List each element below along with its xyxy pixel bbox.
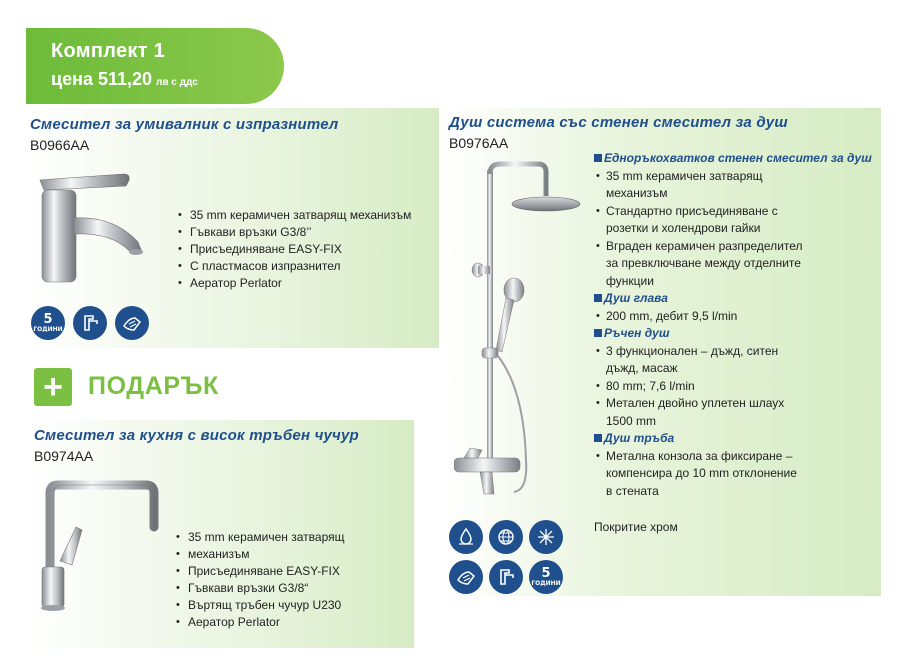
kit-header: [26, 28, 284, 104]
spec-line: функции: [606, 273, 654, 288]
feature-item: • С пластмасов изпразнител: [178, 258, 411, 275]
feature-item: • Гъвкави връзки G3/8’’: [178, 224, 411, 241]
kit-price: [51, 69, 284, 90]
spec-heading-hand: Ръчен душ: [594, 325, 881, 343]
spec-line: • 200 mm, дебит 9,5 l/min: [594, 308, 881, 326]
spec-line: • Стандартно присъединяване с: [594, 203, 881, 221]
warranty-5-years-badge: 5 ГОДИНИ: [31, 306, 65, 340]
feature-item: • Аератор Perlator: [176, 614, 345, 631]
product-kitchen-mixer-features: [176, 529, 345, 631]
spec-line: • Метален двойно уплетен шлаух: [594, 395, 881, 413]
feature-item: • Присъединяване EASY-FIX: [176, 563, 345, 580]
spec-line: розетки и холендрови гайки: [606, 221, 761, 235]
spec-line: • 35 mm керамичен затварящ: [594, 168, 881, 186]
easy-fix-icon: [489, 560, 523, 594]
spec-heading-head: Душ глава: [594, 290, 881, 308]
easy-clean-icon: [115, 306, 149, 340]
warranty-5-years-badge: 5 ГОДИНИ: [529, 560, 563, 594]
feature-item: • Въртящ тръбен чучур U230: [176, 597, 345, 614]
spec-line: дъжд, масаж: [606, 361, 678, 375]
easy-fix-icon: [73, 306, 107, 340]
feature-item: • Гъвкави връзки G3/8“: [176, 580, 345, 597]
spec-heading-mixer: Еднoръкохватков стенен смесител за душ: [594, 150, 881, 168]
spec-line: за превключване между отделните: [606, 256, 801, 270]
spec-line: • 80 mm; 7,6 l/min: [594, 378, 881, 396]
basin-mixer-image: [34, 168, 164, 288]
gift-plus-icon: +: [34, 368, 72, 406]
kit-price-unit: лв с ддс: [156, 77, 198, 88]
spec-line: механизъм: [606, 186, 668, 200]
product-kitchen-mixer-code: B0974AA: [34, 448, 94, 464]
product-kitchen-mixer-title: Смесител за кухня с висок тръбен чучур: [34, 427, 359, 444]
product-basin-mixer-features: [178, 207, 411, 292]
feature-item: • Присъединяване EASY-FIX: [178, 241, 411, 258]
water-saving-icon: [449, 520, 483, 554]
easy-clean-icon: [449, 560, 483, 594]
gift-label: ПОДАРЪК: [88, 372, 219, 400]
spec-line: • Метална конзола за фиксиране –: [594, 448, 881, 466]
anti-limescale-icon: [529, 520, 563, 554]
product-basin-mixer-title: Смесител за умивалник с изпразнител: [30, 116, 339, 133]
shower-system-image: [454, 160, 584, 505]
kitchen-mixer-image: [36, 475, 166, 615]
feature-item: • механизъм: [176, 546, 345, 563]
kit-title: Комплект 1: [51, 40, 166, 62]
spec-heading-pipe: Душ тръба: [594, 430, 881, 448]
spec-line: 1500 mm: [606, 413, 657, 428]
product-shower-system-code: B0976AA: [449, 135, 509, 151]
feature-item: • 35 mm керамичен затварящ механизъм: [178, 207, 411, 224]
spec-line: • Вграден керамичен разпределител: [594, 238, 881, 256]
globe-icon: [489, 520, 523, 554]
product-shower-system-title: Душ система със стенен смесител за душ: [449, 114, 788, 131]
product-basin-mixer-code: B0966AA: [30, 137, 90, 153]
spec-line: компенсира до 10 mm отклонение: [606, 466, 797, 480]
feature-item: • 35 mm керамичен затварящ: [176, 529, 345, 546]
kit-price-value: цена 511,20: [51, 69, 153, 89]
spec-line: • 3 функционален – дъжд, ситен: [594, 343, 881, 361]
shower-system-specs: [594, 150, 881, 500]
coating-label: Покритие хром: [594, 520, 678, 534]
feature-item: • Аератор Perlator: [178, 275, 411, 292]
spec-line: в стената: [606, 483, 659, 498]
